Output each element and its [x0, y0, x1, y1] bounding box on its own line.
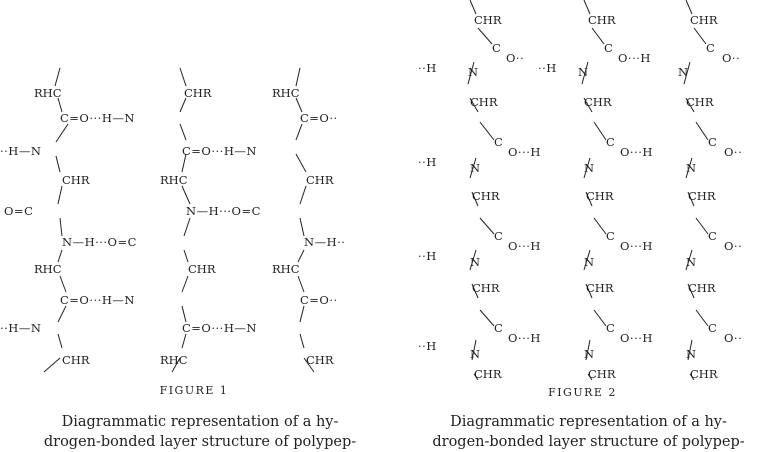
atom-chr: CHR [588, 367, 616, 380]
figure-2-diagram [388, 0, 777, 380]
hbond-n-h: N—H·· [304, 235, 346, 249]
atom-chr: CHR [586, 281, 614, 295]
atom-chr: CHR [470, 95, 498, 109]
atom-c: C [604, 41, 613, 55]
hbond-o-c: O=C [4, 204, 34, 218]
figure-caption [394, 412, 777, 452]
caption-line: Diagrammatic representation of a hy- [61, 414, 339, 430]
atom-chr: CHR [472, 281, 500, 295]
figure-1-atom-labels [0, 86, 345, 367]
atom-c: C [708, 229, 717, 243]
hbond-o-h: O···H [508, 239, 541, 253]
atom-chr: CHR [688, 189, 716, 203]
atom-c: C [606, 135, 615, 149]
atom-rhc: RHC [34, 86, 62, 100]
atom-c: C [606, 321, 615, 335]
atom-c: C [708, 135, 717, 149]
figure-2 [388, 0, 777, 451]
atom-chr: CHR [306, 173, 334, 187]
hbond-o: O·· [724, 239, 743, 253]
atom-n: N [470, 347, 481, 361]
figure-1-diagram [0, 0, 388, 380]
atom-n: N [686, 255, 697, 269]
atom-n: N [678, 65, 689, 79]
atom-n: N [584, 255, 595, 269]
atom-chr: CHR [686, 95, 714, 109]
atom-rhc: RHC [34, 262, 62, 276]
atom-c: C [494, 135, 503, 149]
atom-rhc: RHC [160, 173, 188, 187]
atom-n: N [686, 347, 697, 361]
atom-c: C [494, 321, 503, 335]
atom-n: N [470, 255, 481, 269]
hbond-c-o: C=O·· [300, 293, 338, 307]
atom-c: C [708, 321, 717, 335]
atom-chr: CHR [690, 13, 718, 27]
atom-chr: CHR [474, 13, 502, 27]
atom-chr: CHR [586, 189, 614, 203]
hbond-o-h: O···H [620, 145, 653, 159]
atom-chr: CHR [306, 353, 334, 367]
figure-caption [6, 412, 394, 452]
hbond-o-h: O···H [620, 239, 653, 253]
atom-rhc: RHC [160, 353, 188, 367]
hbond-c-o-h-n: C=O···H—N [182, 144, 257, 158]
atom-chr: CHR [588, 13, 616, 27]
atom-chr: CHR [690, 367, 718, 380]
atom-n: N [578, 65, 589, 79]
hbond-o: O·· [722, 51, 741, 65]
caption-line: drogen-bonded layer structure of polypep- [43, 434, 357, 450]
figure-1 [0, 0, 388, 451]
caption-line: drogen-bonded layer structure of polypep- [432, 434, 745, 450]
hbond-c-o-h-n: C=O···H—N [182, 321, 257, 335]
caption-line: Diagrammatic representation of a hy- [450, 414, 727, 430]
atom-n: N [584, 161, 595, 175]
atom-c: C [492, 41, 501, 55]
hbond-c-o: C=O·· [300, 111, 338, 125]
hbond-o: O·· [506, 51, 525, 65]
hbond-h: ··H [418, 339, 437, 353]
hbond-o: O·· [724, 331, 743, 345]
hbond-h: ··H [418, 155, 437, 169]
atom-n: N [686, 161, 697, 175]
atom-c: C [494, 229, 503, 243]
atom-rhc: RHC [272, 262, 300, 276]
hbond-n-h-o: N—H···O=C [62, 235, 137, 249]
atom-chr: CHR [474, 367, 502, 380]
atom-chr: CHR [584, 95, 612, 109]
hbond-n-h-o: N—H···O=C [186, 204, 261, 218]
atom-chr: CHR [62, 173, 90, 187]
atom-n: N [584, 347, 595, 361]
hbond-o: O·· [724, 145, 743, 159]
hbond-o-h: O···H [508, 331, 541, 345]
hbond-h: ··H [538, 61, 557, 75]
hbond-h: ··H [418, 61, 437, 75]
hbond-c-o-h-n: C=O···H—N [60, 293, 135, 307]
atom-chr: CHR [188, 262, 216, 276]
atom-rhc: RHC [272, 86, 300, 100]
hbond-c-o-h-n: C=O···H—N [60, 111, 135, 125]
atom-chr: CHR [472, 189, 500, 203]
hbond-h-n: ··H—N [0, 321, 42, 335]
atom-chr: CHR [62, 353, 90, 367]
hbond-o-h: O···H [620, 331, 653, 345]
figure-label: FIGURE 1 [159, 384, 229, 397]
hbond-h-n: ··H—N [0, 144, 42, 158]
atom-chr: CHR [184, 86, 212, 100]
figure-2-atom-labels [418, 13, 742, 380]
atom-c: C [706, 41, 715, 55]
hbond-o-h: O···H [618, 51, 651, 65]
atom-chr: CHR [688, 281, 716, 295]
atom-n: N [470, 161, 481, 175]
atom-c: C [606, 229, 615, 243]
atom-n: N [468, 65, 479, 79]
hbond-h: ··H [418, 249, 437, 263]
figure-label: FIGURE 2 [548, 386, 617, 399]
hbond-o-h: O···H [508, 145, 541, 159]
